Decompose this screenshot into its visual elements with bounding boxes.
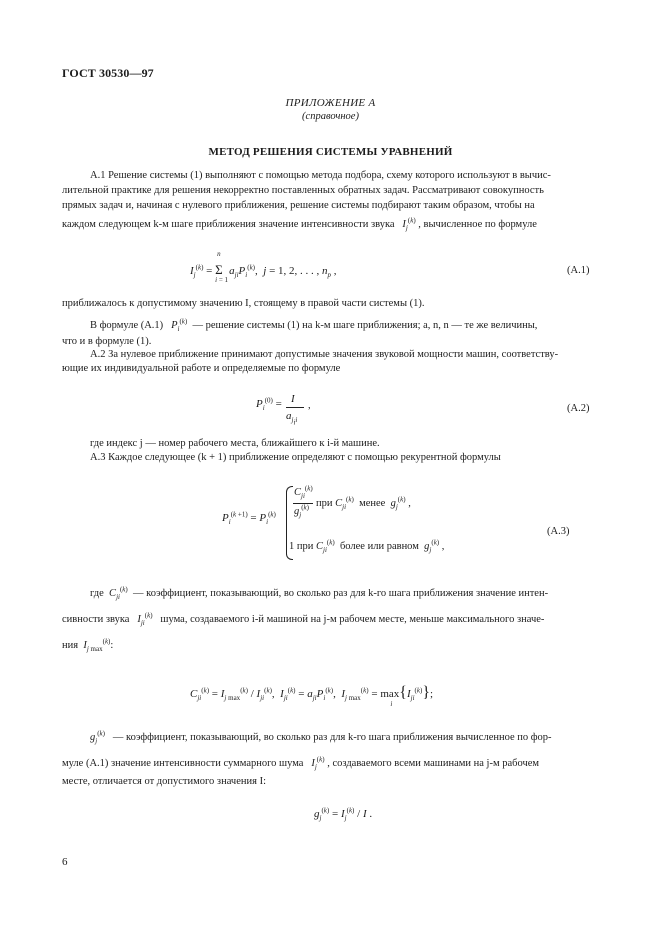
paragraph-formula-explanation — [90, 317, 538, 334]
g-def-line2-text: , создаваемого всеми машинами на j-м рабочем — [327, 758, 540, 769]
equation-a3-case2-word: более или равном — [339, 541, 419, 552]
formula-inline-gj: $g_j^{(k)}$ — [90, 729, 105, 746]
equation-c: $C_{ji}^{(k)} = I_{j max}^{(k)} / I_{ji}^{(k)}$, $I_{ji}^{(k)} = a_{ji}P_i^{(k)}$, $I_{j max}^{(k)} = \max$ i $\{I_{ji}^{(k)}\}$; — [190, 684, 434, 708]
equation-a3-case1-denominator: $g_j^{(k)}$ — [294, 503, 309, 520]
paragraph-g-def-line2 — [62, 755, 540, 772]
paragraph-a2-line2: ющие их индивидуальной работе и определяемые по формуле — [62, 363, 341, 374]
paragraph-a1-line4-text: каждом следующем k-м шаге приближения значение интенсивности звука — [62, 219, 395, 230]
paragraph-g-def-line1 — [90, 729, 552, 746]
paragraph-c-def-line1 — [90, 585, 549, 602]
c-def-line2-text: шума, создаваемого i-й машиной на j-м рабочем месте, меньше максимального значе- — [160, 614, 545, 625]
paragraph-a1-line2: лительной практике для решения некорректно поставленных обратных задач. Рассматривают совокупность — [62, 185, 544, 196]
c-def-lead: где — [90, 588, 104, 599]
formula-inline-cji: $C_{ji}^{(k)}$ — [109, 585, 128, 602]
equation-c-max: max — [380, 688, 400, 700]
page-number: 6 — [62, 856, 68, 868]
equation-a3-lhs: $P_i^{(k +1)} = P_i^{(k)}$ — [222, 510, 276, 527]
paragraph-formula-explanation-end: что и в формуле (1). — [62, 336, 152, 347]
g-def-line2-lead: муле (А.1) значение интенсивности суммарного шума — [62, 758, 304, 769]
g-def-text: — коэффициент, показывающий, во сколько раз для k-го шага приближения вычисленное по фор- — [112, 732, 552, 743]
formula-ref-text: В формуле (А.1) — [90, 320, 164, 331]
c-def-line2-lead: сивности звука — [62, 614, 130, 625]
paragraph-a1-line3: прямых задач и, начиная с нулевого приближения, решение системы подбирают таким образом, чтобы на — [62, 200, 535, 211]
equation-a3-case2: 1 при $C_{ji}^{(k)}$ более или равном $g_j^{(k)}$ , — [289, 538, 445, 555]
section-title: МЕТОД РЕШЕНИЯ СИСТЕМЫ УРАВНЕНИЙ — [208, 146, 453, 158]
c-def-line3-lead: ния — [62, 640, 79, 651]
equation-a3-case1-rest: при $C_{ji}^{(k)}$ менее $g_j^{(k)}$ , — [316, 495, 411, 512]
paragraph-g-def-line3: месте, отличается от допустимого значения I: — [62, 776, 266, 787]
paragraph-a1-line4 — [62, 216, 537, 233]
formula-inline-ij2: $I_j^{(k)}$ — [311, 755, 325, 772]
equation-a3-label: (А.3) — [547, 526, 570, 537]
document-header: ГОСТ 30530—97 — [62, 66, 154, 80]
paragraph-after-a2: где индекс j — номер рабочего места, ближайшего к i-й машине. — [90, 438, 380, 449]
equation-a2-numerator: I — [291, 393, 295, 405]
formula-explanation-text: — решение системы (1) на k-м шаге приближения; a, n, n — те же величины, — [192, 320, 538, 331]
equation-a3-case1-word: при — [316, 498, 333, 509]
equation-a3-case2-lead: 1 при — [289, 541, 314, 552]
paragraph-a1-line1: А.1 Решение системы (1) выполняют с помощью метода подбора, схему которого используют в вычис- — [90, 170, 551, 181]
equation-a2-fraction-line — [286, 407, 304, 408]
formula-inline-iji: $I_{ji}^{(k)}$ — [137, 611, 153, 628]
paragraph-a3-line1: А.3 Каждое следующее (k + 1) приближение определяют с помощью рекурентной формулы — [90, 452, 501, 463]
formula-inline-ijmax: $I_{j max}^{(k)}$: — [83, 637, 114, 654]
c-def-text: — коэффициент, показывающий, во сколько раз для k-го шага приближения значение интен- — [133, 588, 549, 599]
formula-inline-pi: $P_i^{(k)}$ — [171, 317, 188, 334]
annex-subtitle: (справочное) — [302, 111, 359, 122]
paragraph-a1-line4-end: , вычисленное по формуле — [418, 219, 537, 230]
equation-a2-label: (А.2) — [567, 403, 590, 414]
paragraph-a2-line1: А.2 За нулевое приближение принимают допустимые значения звуковой мощности машин, соответству- — [90, 349, 559, 360]
equation-g: $g_j^{(k)} = I_j^{(k)} / I$ . — [314, 806, 373, 823]
paragraph-after-a1: приближалось к допустимому значению I, стоящему в правой части системы (1). — [62, 298, 425, 309]
equation-a2-denominator: $a_{j_ii}$ — [286, 410, 298, 427]
equation-a3-case1-numerator: $C_{ji}^{(k)}$ — [294, 484, 313, 501]
formula-inline-ij: $I_j^{(k)}$ — [402, 216, 416, 233]
equation-a3-case1-word2: менее — [359, 498, 386, 509]
paragraph-c-def-line3 — [62, 637, 114, 654]
equation-a1-label: (А.1) — [567, 265, 590, 276]
equation-a2-lhs: $P_i^{(0)}$ = — [256, 396, 282, 413]
equation-a2-comma: , — [308, 400, 311, 411]
equation-a1: $I_j^{(k)}$ = n Σ i = 1 $a_{ji}P_i^{(k)}$, j = 1, 2, . . . , $n_p$ , — [190, 250, 337, 284]
paragraph-c-def-line2 — [62, 611, 545, 628]
annex-title: ПРИЛОЖЕНИЕ А — [285, 97, 376, 109]
